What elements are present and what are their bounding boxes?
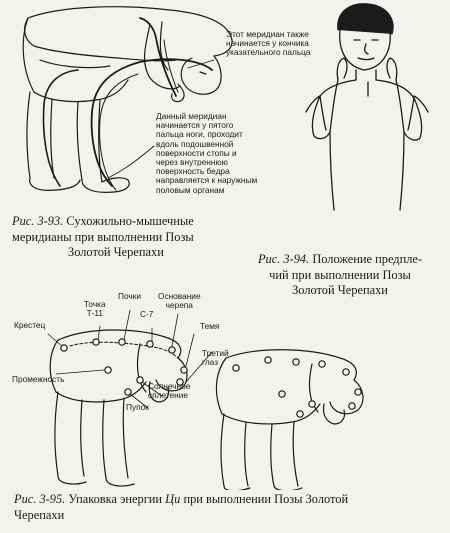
figure-95-caption [14,492,444,523]
figure-93-caption [12,214,262,261]
label-solnechnoe-spletenie [148,382,190,400]
caption-text: Черепахи [14,507,65,522]
label-pochki: Почки [118,291,141,301]
label-t11: Т-11 [86,308,104,319]
label-promezhnost: Промежность [12,374,65,384]
caption-text: Золотой Черепахи [292,283,388,297]
caption-text: Упаковка энергии [68,492,163,506]
callout-line: через внутреннюю [156,157,228,168]
caption-text: Золотой Черепахи [68,245,164,259]
label-c7: С-7 [140,309,154,319]
callout-line: начинается у пятого [156,120,234,131]
callout-line: Этот меридиан также [226,29,309,39]
caption-qi: Ци [165,492,181,506]
callout-line: направляется к наружным [156,175,258,186]
label-temya: Темя [200,321,220,331]
figure-94-number: Рис. 3-94. [257,252,310,266]
figure-95-illustration [0,300,450,490]
label-pupok: Пупок [126,402,149,412]
callout-line: поверхности стопы и [156,147,237,158]
callout-line: вдоль подошвенной [156,138,234,149]
label-tochka-t11 [84,300,106,318]
caption-text: чий при выполнении Позы [269,267,411,282]
callout-line: начинается у кончика [226,38,309,49]
figure-94-caption [232,252,448,299]
callout-line: указательного пальца [226,47,311,58]
caption-text: при выполнении Позы Золотой [183,492,349,506]
label-solnechnoe: Солнечное [148,381,191,391]
label-glaz: глаз [202,357,219,368]
label-osnovanie-cherepa [158,292,201,310]
caption-text: Положение предпле- [312,252,423,266]
label-krestets: Крестец [14,320,46,330]
callout-line: поверхность бедра [156,166,230,177]
label-tretiy: Третий [202,348,229,358]
figure-93-callout-little-toe [156,112,257,195]
label-tretiy-glaz [202,349,229,367]
label-spletenie: сплетение [148,390,188,401]
label-osnovanie: Основание [158,291,201,301]
label-tochka: Точка [84,299,106,309]
label-cherepa: черепа [165,300,193,311]
callout-line: половым органам [156,184,225,195]
figure-93-number: Рис. 3-93. [12,214,64,228]
caption-text: меридианы при выполнении Позы [12,229,194,244]
callout-line: пальца ноги, проходит [156,129,243,140]
figure-95-number: Рис. 3-95. [14,492,66,506]
figure-94-illustration [296,0,450,250]
caption-text: Сухожильно-мышечные [66,214,194,228]
callout-line: Данный меридиан [156,111,227,121]
